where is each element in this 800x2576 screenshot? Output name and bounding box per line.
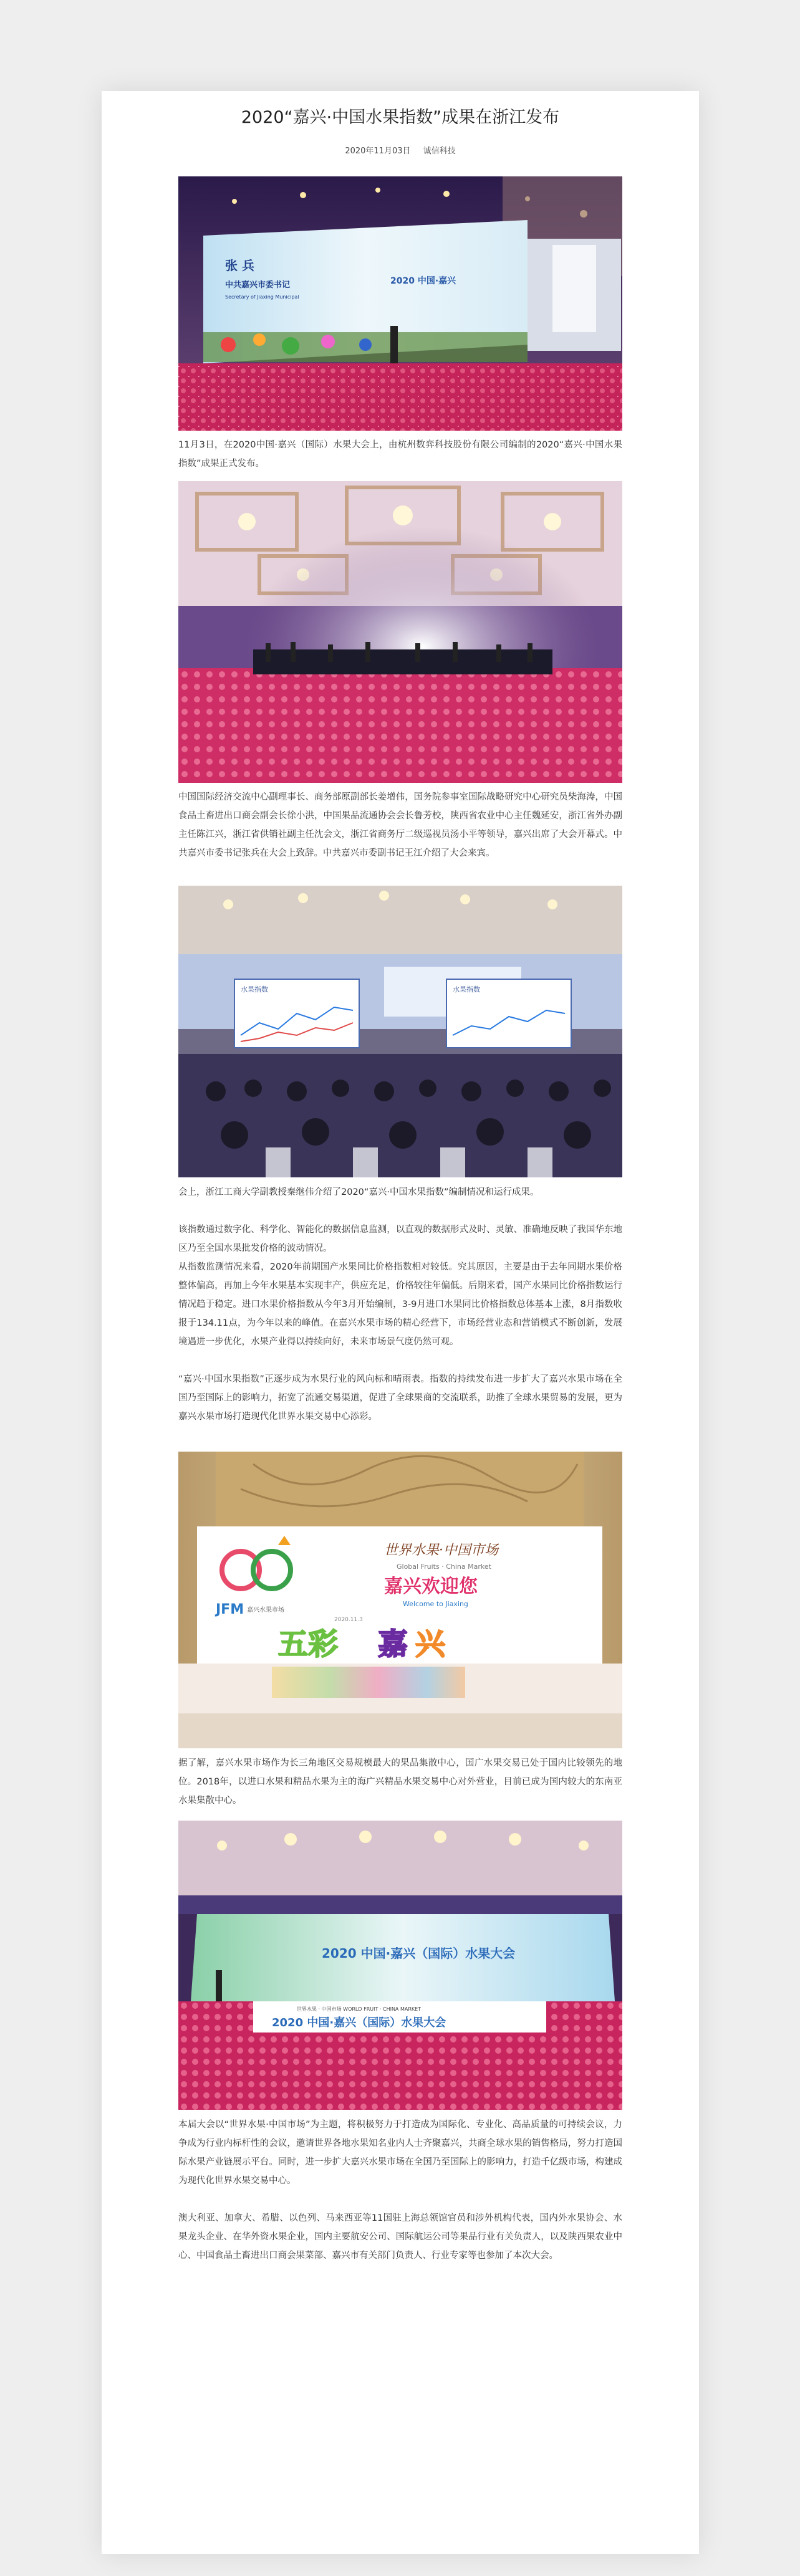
screen-right-title: 水果指数 [453, 985, 480, 994]
photo-audience-screens [178, 886, 622, 1177]
photo-main-stage-image [178, 1821, 622, 2110]
logo-subtext: 嘉兴水果市场 [247, 1607, 284, 1614]
paragraph-2: 中国国际经济交流中心副理事长、商务部原副部长姜增伟，国务院参事室国际战略研究中心研究员柴海涛，中国食品土畜进出口商会副会长徐小洪，中国果品流通协会会长鲁芳校，陕西省农业中心主任魏延安，浙江省外办副主任陈江兴，浙江省供销社副主任沈会文，浙江省商务厅二级巡视员汤小平等领导，嘉兴出席了大会开幕式。中共嘉兴市委书记张兵在大会上致辞。中共嘉兴市委副书记王江介绍了大会来宾。 [178, 792, 622, 858]
logo-text: JFM [216, 1602, 244, 1617]
paragraph-8: 本届大会以“世界水果·中国市场”为主题，将积极努力于打造成为国际化、专业化、高品质量的可持续会议，力争成为行业内标杆性的会议，邀请世界各地水果知名业内人士齐聚嘉兴，共商全球水果的销售格局，努力打造国际水果产业链展示平台。同时，进一步扩大嘉兴水果市场在全国乃至国际上的影响力，打造千亿级市场，构建成为现代化世界水果交易中心。 [178, 2120, 622, 2186]
welcome-text: 嘉兴欢迎您 [384, 1576, 478, 1597]
stage-banner: 2020 中国·嘉兴（国际）水果大会 [322, 1946, 516, 1961]
article-date: 2020年11月03日 [345, 146, 411, 156]
paragraph-5: 从指数监测情况来看，2020年前期国产水果同比价格指数相对较低。究其原因，主要是由于去年同期水果价格整体偏高，再加上今年水果基本实现丰产，供应充足，价格较往年偏低。后期来看，国产水果同比价格指数运行情况趋于稳定。进口水果价格指数从今年3月开始编制，3-9月进口水果同比价格指数总体基本上涨，8月指数收报于134.11点，为今年以来的峰值。在嘉兴水果市场的精心经营下，市场经营业态和营销模式不断创新，发展境遇进一步优化，水果产业得以持续向好，未来市场景气度仍然可观。 [178, 1262, 622, 1347]
photo-main-stage [178, 1821, 622, 2110]
screen-pattern [203, 332, 528, 362]
photo-hall-overview [178, 481, 622, 783]
stage-front-sub: 世界水果 · 中国市场 WORLD FRUIT · CHINA MARKET [297, 2006, 422, 2012]
paragraph-6: “嘉兴·中国水果指数”正逐步成为水果行业的风向标和晴雨表。指数的持续发布进一步扩大了嘉兴水果市场在全国乃至国际上的影响力，拓宽了流通交易渠道，促进了全球果商的交流联系，助推了全球水果贸易的发展，更为嘉兴水果市场打造现代化世界水果交易中心添彩。 [178, 1374, 622, 1422]
english-text-2: Welcome to Jiaxing [403, 1600, 468, 1608]
photo-stage-speaker-image [178, 176, 622, 431]
paragraph-9: 澳大利亚、加拿大、希腊、以色列、马来西亚等11国驻上海总领馆官员和涉外机构代表，国内外水果协会、水果龙头企业、在华外资水果企业，国内主要航安公司、国际航运公司等果品行业有关负责人，以及陕西果农业中心、中国食品土畜进出口商会果菜部、嘉兴市有关部门负责人、行业专家等也参加了本次大会。 [178, 2213, 622, 2261]
article-author[interactable]: 诚信科技 [423, 146, 456, 156]
photo-welcome-board-image [178, 1452, 622, 1748]
screen-subtitle: 中共嘉兴市委书记 [225, 280, 291, 290]
photo-audience-screens-image [178, 886, 622, 1177]
article-title: 2020“嘉兴·中国水果指数”成果在浙江发布 [241, 108, 560, 127]
photo-stage-speaker [178, 176, 622, 431]
screen-big-text: 2020 中国·嘉兴 [390, 276, 456, 286]
article-meta [102, 144, 699, 156]
english-text-1: Global Fruits · China Market [397, 1563, 491, 1571]
calligraphy-text: 世界水果·中国市场 [384, 1543, 498, 1558]
date-small: 2020.11.3 [334, 1617, 363, 1623]
screen-name: 张 兵 [225, 258, 254, 273]
big-text-a: 五彩 [278, 1627, 339, 1662]
big-text-c: 兴 [415, 1627, 446, 1662]
big-text-b: 嘉 [378, 1627, 408, 1662]
paragraph-4: 该指数通过数字化、科学化、智能化的数据信息监测，以直观的数据形式及时、灵敏、准确地反映了我国华东地区乃至全国水果批发价格的波动情况。 [178, 1225, 622, 1253]
screen-english: Secretary of Jiaxing Municipal [225, 294, 299, 300]
screen-left-title: 水果指数 [241, 985, 268, 994]
photo-hall-overview-image [178, 481, 622, 783]
stage-front-banner: 2020 中国·嘉兴（国际）水果大会 [272, 2016, 446, 2029]
paragraph-3: 会上，浙江工商大学副教授秦继伟介绍了2020“嘉兴·中国水果指数”编制情况和运行成果。 [178, 1187, 539, 1197]
photo-welcome-board [178, 1452, 622, 1748]
paragraph-7: 据了解，嘉兴水果市场作为长三角地区交易规模最大的果品集散中心，国广水果交易已处于国内比较领先的地位。2018年，以进口水果和精品水果为主的海广兴精品水果交易中心对外营业，目前已成为国内较大的东南亚水果集散中心。 [178, 1758, 622, 1806]
article-page [102, 91, 699, 2554]
paragraph-1: 11月3日，在2020中国·嘉兴（国际）水果大会上，由杭州数弈科技股份有限公司编制的2020“嘉兴·中国水果指数”成果正式发布。 [178, 440, 622, 469]
